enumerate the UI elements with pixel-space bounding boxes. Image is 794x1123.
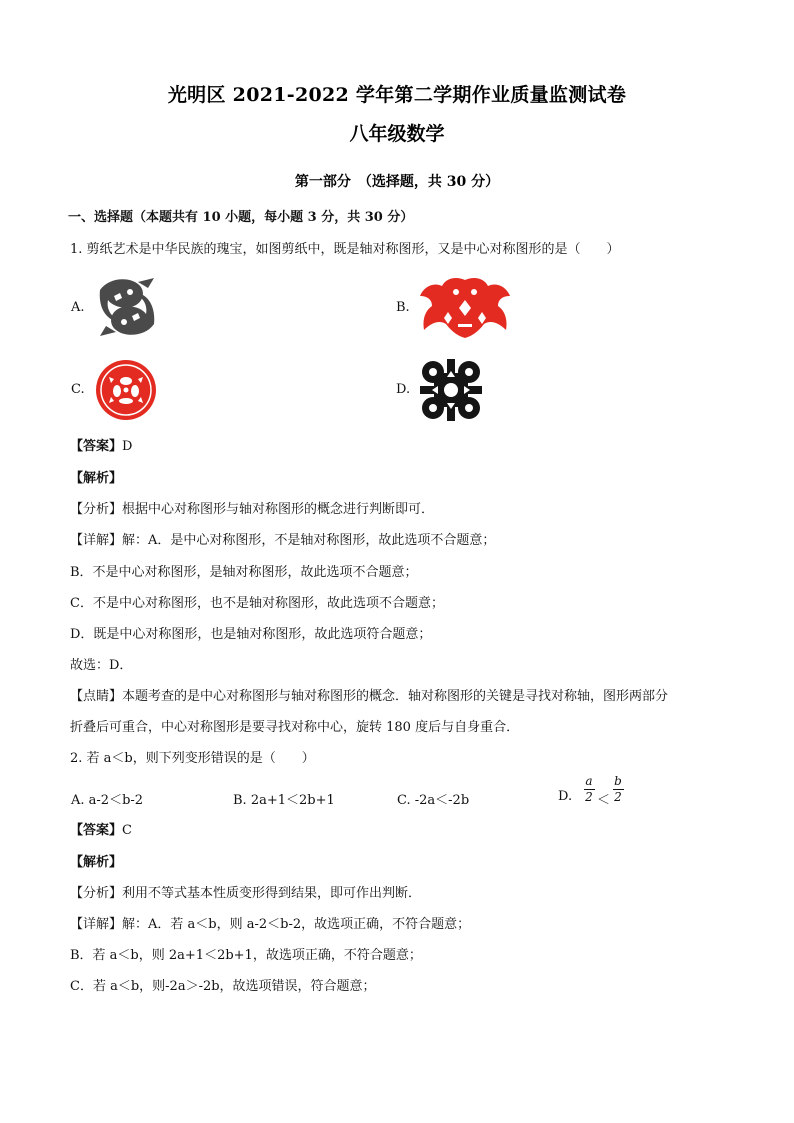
option-b-label: B.: [396, 300, 410, 315]
q2-line-b: B．若 a＜b，则 2a+1＜2b+1，故选项正确，不符合题意；: [70, 948, 422, 963]
fish-papercut-figure: [94, 276, 160, 338]
q1-conclusion: 故选：D．: [70, 658, 133, 673]
q1-xiangjie: 【详解】解：A．是中心对称图形，不是轴对称图形，故此选项不合题意；: [70, 533, 496, 548]
q1-dianjing-line1: 【点睛】本题考查的是中心对称图形与轴对称图形的概念．轴对称图形的关键是寻找对称轴，图形两部分: [70, 689, 669, 704]
exam-subtitle: 八年级数学: [349, 123, 445, 145]
q2-option-d-label: D.: [558, 789, 573, 804]
option-c-label: C.: [71, 382, 85, 397]
exam-title: 光明区 2021-2022 学年第二学期作业质量监测试卷: [167, 84, 627, 106]
q2-analysis-tag: 【解析】: [70, 855, 123, 870]
q2-option-d-less-than: ＜: [597, 793, 611, 808]
round-flower-papercut-figure: [95, 359, 157, 421]
part-heading: 第一部分 （选择题，共 30 分）: [294, 174, 500, 190]
q2-option-b: B. 2a+1＜2b+1: [233, 793, 335, 808]
q1-line-d: D．既是中心对称图形，也是轴对称图形，故此选项符合题意；: [70, 627, 432, 642]
option-a-label: A.: [71, 300, 85, 315]
q2-option-a: A. a-2＜b-2: [71, 793, 144, 808]
square-pattern-papercut-figure: [420, 359, 482, 421]
question-1-stem: 1. 剪纸艺术是中华民族的瑰宝，如图剪纸中，既是轴对称图形，又是中心对称图形的是（ ）: [70, 242, 620, 257]
q2-fenxi: 【分析】利用不等式基本性质变形得到结果，即可作出判断．: [70, 886, 422, 901]
q2-line-c: C．若 a＜b，则-2a＞-2b，故选项错误，符合题意；: [70, 979, 376, 994]
option-d-label: D.: [396, 382, 411, 397]
q1-dianjing-line2: 折叠后可重合，中心对称图形是要寻找对称中心，旋转 180 度后与自身重合．: [70, 720, 520, 735]
q1-line-b: B．不是中心对称图形，是轴对称图形，故此选项不合题意；: [70, 565, 418, 580]
q2-xiangjie: 【详解】解：A．若 a＜b，则 a-2＜b-2，故选项正确，不符合题意；: [70, 917, 471, 932]
question-2-stem: 2. 若 a＜b，则下列变形错误的是（ ）: [70, 751, 315, 766]
bird-papercut-figure: [418, 274, 512, 340]
q1-answer: 【答案】D: [70, 439, 133, 454]
q2-answer: 【答案】C: [70, 823, 132, 838]
q2-option-c: C. -2a＜-2b: [397, 793, 470, 808]
q2-option-d-fraction-b: b 2: [614, 774, 622, 804]
q1-analysis-tag: 【解析】: [70, 471, 123, 486]
q2-option-d-fraction-a: a 2: [585, 774, 593, 804]
q1-line-c: C．不是中心对称图形，也不是轴对称图形，故此选项不合题意；: [70, 596, 444, 611]
section-heading: 一、选择题（本题共有 10 小题，每小题 3 分，共 30 分）: [68, 210, 414, 225]
q1-fenxi: 【分析】根据中心对称图形与轴对称图形的概念进行判断即可．: [70, 502, 435, 517]
